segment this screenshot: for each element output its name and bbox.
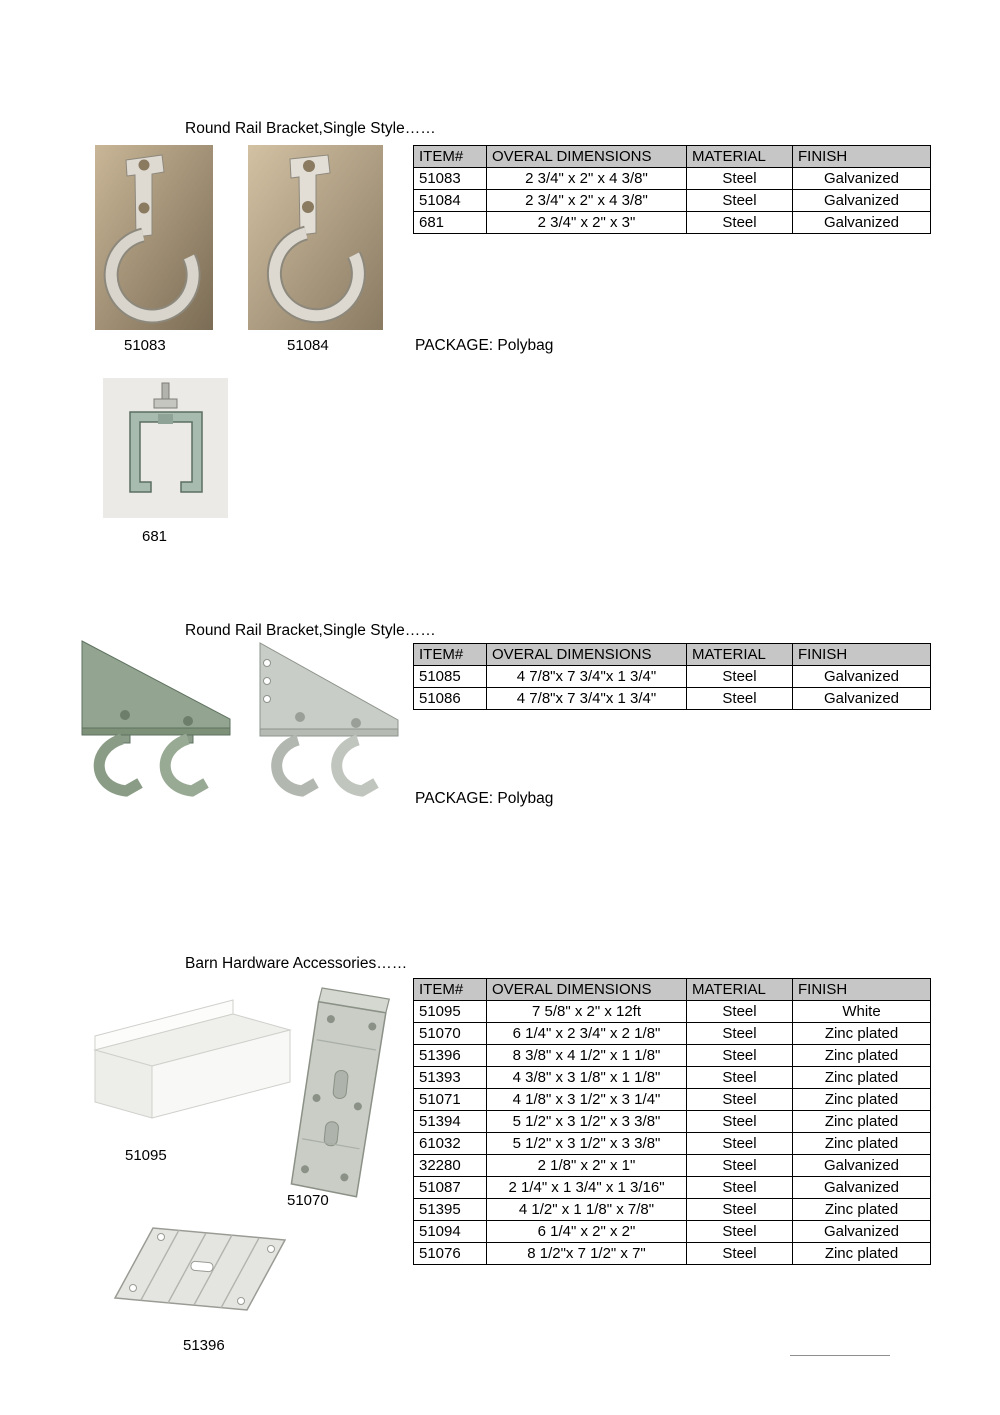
table-cell: 2 3/4" x 2" x 4 3/8" [487,168,687,190]
table-cell: Steel [687,1199,793,1221]
table-row [414,1199,931,1221]
table-header-row [414,979,931,1001]
table-cell: Galvanized [793,212,931,234]
column-header: OVERAL DIMENSIONS [487,644,687,666]
product-image-51083 [95,145,213,330]
figure-label: 51084 [287,337,329,354]
table-row [414,1243,931,1265]
table-cell: Steel [687,1155,793,1177]
table-row [414,1155,931,1177]
figure-label: 51095 [125,1147,167,1164]
table-row [414,1067,931,1089]
table-cell: Zinc plated [793,1089,931,1111]
table-cell: 2 3/4" x 2" x 3" [487,212,687,234]
column-header: OVERAL DIMENSIONS [487,979,687,1001]
table-cell: 681 [414,212,487,234]
table-cell: 51394 [414,1111,487,1133]
table-cell: White [793,1001,931,1023]
spec-table-accessories [413,978,931,1265]
table-cell: 6 1/4" x 2 3/4" x 2 1/8" [487,1023,687,1045]
table-row [414,190,931,212]
section-heading: Round Rail Bracket,Single Style…… [185,120,436,137]
table-cell: 4 3/8" x 3 1/8" x 1 1/8" [487,1067,687,1089]
table-cell: 5 1/2" x 3 1/2" x 3 3/8" [487,1111,687,1133]
table-cell: 51396 [414,1045,487,1067]
table-cell: Steel [687,1067,793,1089]
table-cell: 51084 [414,190,487,212]
table-cell: 2 1/8" x 2" x 1" [487,1155,687,1177]
spec-table-round-rail-2 [413,643,931,710]
table-cell: 51095 [414,1001,487,1023]
table-cell: Steel [687,1001,793,1023]
column-header: MATERIAL [687,979,793,1001]
table-row [414,1177,931,1199]
table-cell: Zinc plated [793,1199,931,1221]
table-cell: 4 1/2" x 1 1/8" x 7/8" [487,1199,687,1221]
strap-bracket-photo-icon [275,983,415,1208]
figure-label: 51083 [124,337,166,354]
table-cell: 51070 [414,1023,487,1045]
table-row [414,1001,931,1023]
table-cell: 8 1/2"x 7 1/2" x 7" [487,1243,687,1265]
table-cell: 8 3/8" x 4 1/2" x 1 1/8" [487,1045,687,1067]
table-cell: 51094 [414,1221,487,1243]
table-cell: 51071 [414,1089,487,1111]
product-image-51085-51086 [70,633,410,833]
figure-label: 51070 [287,1192,329,1209]
table-cell: Steel [687,1023,793,1045]
figure-label: 51396 [183,1337,225,1354]
table-cell: 51086 [414,688,487,710]
table-cell: 51395 [414,1199,487,1221]
table-cell: 51076 [414,1243,487,1265]
table-row [414,1089,931,1111]
table-cell: 4 1/8" x 3 1/2" x 3 1/4" [487,1089,687,1111]
table-cell: Steel [687,688,793,710]
table-row [414,1111,931,1133]
section-heading: Round Rail Bracket,Single Style…… [185,622,436,639]
table-cell: Steel [687,190,793,212]
footer-divider [790,1355,890,1356]
rail-cover-photo-icon [85,992,300,1142]
table-cell: Zinc plated [793,1045,931,1067]
table-cell: Steel [687,1221,793,1243]
table-row [414,212,931,234]
product-image-51070 [275,983,415,1208]
table-cell: 4 7/8"x 7 3/4"x 1 3/4" [487,688,687,710]
table-cell: 7 5/8" x 2" x 12ft [487,1001,687,1023]
channel-photo-icon [103,378,228,518]
table-cell: 51087 [414,1177,487,1199]
column-header: OVERAL DIMENSIONS [487,146,687,168]
product-image-51084 [248,145,383,330]
table-cell: Steel [687,1133,793,1155]
column-header: MATERIAL [687,146,793,168]
table-cell: 51393 [414,1067,487,1089]
table-row [414,1023,931,1045]
table-header-row [414,146,931,168]
table-cell: Galvanized [793,168,931,190]
table-cell: Zinc plated [793,1067,931,1089]
package-note: PACKAGE: Polybag [415,337,554,354]
table-cell: Galvanized [793,688,931,710]
table-cell: Steel [687,1045,793,1067]
figure-label: 681 [142,528,168,545]
column-header: FINISH [793,979,931,1001]
table-row [414,1221,931,1243]
table-cell: 51085 [414,666,487,688]
table-cell: Zinc plated [793,1111,931,1133]
table-cell: Galvanized [793,1155,931,1177]
column-header: MATERIAL [687,644,793,666]
table-cell: Zinc plated [793,1243,931,1265]
bracket-photo-icon [95,145,213,330]
table-cell: 32280 [414,1155,487,1177]
table-cell: Steel [687,1111,793,1133]
product-image-681 [103,378,228,518]
package-note: PACKAGE: Polybag [415,790,554,807]
mounting-plate-photo-icon [95,1210,295,1332]
table-cell: 61032 [414,1133,487,1155]
column-header: ITEM# [414,644,487,666]
table-cell: 6 1/4" x 2" x 2" [487,1221,687,1243]
section-heading: Barn Hardware Accessories…… [185,955,408,972]
column-header: ITEM# [414,146,487,168]
table-row [414,666,931,688]
table-row [414,688,931,710]
table-cell: Steel [687,168,793,190]
table-cell: Steel [687,1243,793,1265]
table-row [414,1045,931,1067]
table-cell: Galvanized [793,1221,931,1243]
gusset-bracket-photo-icon [70,633,410,833]
table-cell: 4 7/8"x 7 3/4"x 1 3/4" [487,666,687,688]
table-cell: 51083 [414,168,487,190]
bracket-photo-icon [248,145,383,330]
table-header-row [414,644,931,666]
column-header: FINISH [793,146,931,168]
table-cell: Galvanized [793,1177,931,1199]
product-image-51396 [95,1210,295,1332]
table-cell: Zinc plated [793,1133,931,1155]
table-cell: Zinc plated [793,1023,931,1045]
column-header: FINISH [793,644,931,666]
table-cell: Steel [687,1177,793,1199]
spec-table-round-rail-1 [413,145,931,234]
table-cell: Galvanized [793,666,931,688]
table-cell: Galvanized [793,190,931,212]
column-header: ITEM# [414,979,487,1001]
table-row [414,168,931,190]
table-cell: 2 3/4" x 2" x 4 3/8" [487,190,687,212]
product-image-51095 [85,992,300,1142]
table-cell: 5 1/2" x 3 1/2" x 3 3/8" [487,1133,687,1155]
table-cell: Steel [687,666,793,688]
table-cell: Steel [687,1089,793,1111]
table-cell: 2 1/4" x 1 3/4" x 1 3/16" [487,1177,687,1199]
table-cell: Steel [687,212,793,234]
table-row [414,1133,931,1155]
